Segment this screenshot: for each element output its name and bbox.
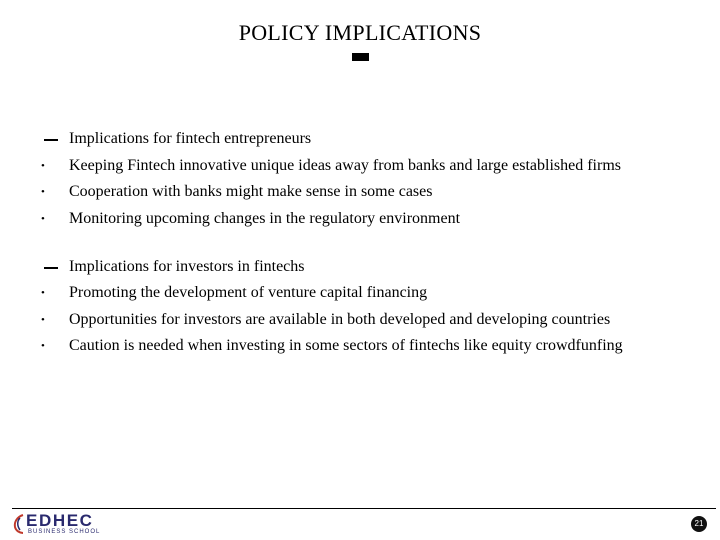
- section-heading-text: Implications for fintech entrepreneurs: [69, 130, 312, 147]
- section-heading: [0, 257, 720, 277]
- slide-title: POLICY IMPLICATIONS: [238, 20, 482, 45]
- slide-content: [0, 129, 720, 363]
- logo-subtitle: BUSINESS SCHOOL: [28, 529, 101, 535]
- bullet-icon: •: [41, 159, 45, 172]
- section-investors: [0, 257, 720, 357]
- edhec-logo: [12, 512, 132, 536]
- list-item: [0, 182, 720, 202]
- section-heading-text: Implications for investors in fintechs: [69, 257, 305, 275]
- section-entrepreneurs: [0, 129, 720, 229]
- title-underline-bar: [352, 53, 369, 61]
- bullet-icon: •: [41, 313, 45, 326]
- list-item: [0, 156, 720, 176]
- logo-wordmark: EDHEC: [26, 511, 94, 530]
- logo-mark-icon: [12, 513, 26, 535]
- list-item: [0, 283, 720, 303]
- footer-divider: [12, 508, 716, 509]
- dash-bullet-icon: [44, 139, 58, 141]
- section-heading: [0, 129, 720, 149]
- list-item-text: Opportunities for investors are available in both developed and developing countries: [69, 310, 611, 328]
- bullet-icon: •: [41, 287, 45, 299]
- bullet-icon: •: [41, 340, 45, 352]
- list-item: [0, 209, 720, 229]
- list-item: [0, 310, 720, 330]
- dash-bullet-icon: [44, 267, 58, 269]
- bullet-icon: •: [41, 186, 45, 198]
- bullet-icon: •: [41, 212, 45, 225]
- list-item-text: Promoting the development of venture capital financing: [69, 284, 428, 301]
- page-number-badge: 21: [691, 516, 707, 532]
- list-item: [0, 336, 720, 356]
- list-item-text: Keeping Fintech innovative unique ideas away from banks and large established firms: [69, 156, 621, 174]
- list-item-text: Monitoring upcoming changes in the regulatory environment: [69, 209, 461, 227]
- list-item-text: Cooperation with banks might make sense in some cases: [69, 183, 433, 200]
- list-item-text: Caution is needed when investing in some sectors of fintechs like equity crowdfunfing: [69, 337, 623, 354]
